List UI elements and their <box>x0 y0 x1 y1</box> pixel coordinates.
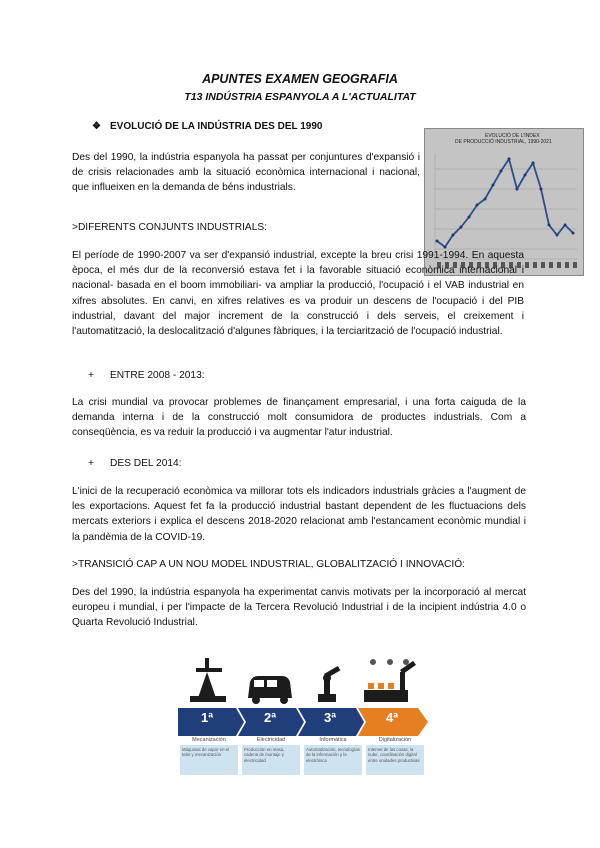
desde-heading-text: DES DEL 2014: <box>110 458 182 469</box>
stage-number: 3ª <box>323 710 337 725</box>
smart-factory-icon <box>364 659 416 702</box>
transicio-heading: >TRANSICIÓ CAP A UN NOU MODEL INDUSTRIAL, GLOBALITZACIÓ I INNOVACIÓ: <box>72 559 465 570</box>
oil-pump-icon <box>190 658 226 702</box>
conjunts-heading: >DIFERENTS CONJUNTS INDUSTRIALS: <box>72 222 268 233</box>
stage-label: Informática <box>319 737 347 743</box>
plus-bullet-icon: + <box>88 370 94 381</box>
car-icon <box>248 676 292 704</box>
graph-subtitle: DE PRODUCCIÓ INDUSTRIAL, 1990-2021 <box>455 139 552 145</box>
section-heading-text: EVOLUCIÓ DE LA INDÚSTRIA DES DEL 1990 <box>110 121 323 132</box>
page-title: APUNTES EXAMEN GEOGRAFIA <box>202 72 398 86</box>
entre-heading <box>88 370 205 381</box>
stage-description: Máquinas de vapor en el telar y mecanización <box>180 745 238 775</box>
plus-bullet-icon: + <box>88 458 94 469</box>
stage-label: Electricidad <box>256 737 286 743</box>
diamond-bullet-icon: ❖ <box>92 121 101 132</box>
robot-arm-icon <box>318 666 340 702</box>
intro-paragraph: Des del 1990, la indústria espanyola ha passat per conjuntures d'expansió i de crisis relacionades amb la situació econòmica internacional i nacional, que influeixen en la demanda de béns industrials. <box>72 152 420 194</box>
stage-description: Automatización, tecnologías de la información y la electrónica <box>304 745 362 775</box>
stage-number: 1ª <box>200 710 214 725</box>
entre-paragraph: La crisi mundial va provocar problemes de finançament empresarial, i una forta caiguda de la demanda interna i de la construcció molt consumidora de productes industrials. Com a conseqüència, es va reduir la producció i va augmentar l'atur industrial. <box>72 397 526 439</box>
industrial-revolutions-infographic <box>178 650 428 776</box>
desde-paragraph: L'inici de la recuperació econòmica va millorar tots els indicadors industrials gràcies a l'augment de les exportacions. Aquest fet fa la producció industrial bastant dependent de les fluctuacions dels mercats exteriors i explica el descens 2018-2020 relacionat amb l'estancament econòmic mundial i la pandèmia de la COVID-19. <box>72 486 526 543</box>
conjunts-text: El període de 1990-2007 va ser d'expansió industrial, excepte la breu crisi 1991-1994. En aquesta època, el més dur de la reconversió estava fet i la favorable situació econòmica internacional i nacional- basada en el boom immobiliari- va ampliar la producció, l'ocupació i el VAB industrial en xifres absolutes. En canvi, en xifres relatives es va produir un descens de l'ocupació i del PIB industrial, davant del major increment de la construcció i dels serveis, el creixement i l'automatització, la deslocalització d'algunes fàbriques, i la terciarització de l'ocupació industrial. <box>72 250 524 338</box>
stage-number: 4ª <box>385 710 399 725</box>
conjunts-paragraph <box>72 248 524 339</box>
page-subtitle: T13 INDÚSTRIA ESPANYOLA A L'ACTUALITAT <box>184 91 416 103</box>
transicio-paragraph: Des del 1990, la indústria espanyola ha experimentat canvis motivats per la incorporació al mercat europeu i mundial, i per l'impacte de la Tercera Revolució Industrial i de la incipient indústria 4.0 o Quarta Revolució Industrial. <box>72 587 526 629</box>
stage-number: 2ª <box>263 710 277 725</box>
stage-description: Producción en masa, cadena de montaje y electricidad <box>242 745 300 775</box>
graph-title: EVOLUCIÓ DE L'ÍNDEX <box>485 133 540 139</box>
stage-description: Internet de las cosas, la nube, coordinación digital entre unidades productivas <box>366 745 424 775</box>
section-heading <box>92 121 322 132</box>
stage-label: Mecanización <box>192 737 226 743</box>
desde-heading <box>88 458 182 469</box>
entre-heading-text: ENTRE 2008 - 2013: <box>110 370 205 381</box>
stage-label: Digitalización <box>378 737 412 743</box>
